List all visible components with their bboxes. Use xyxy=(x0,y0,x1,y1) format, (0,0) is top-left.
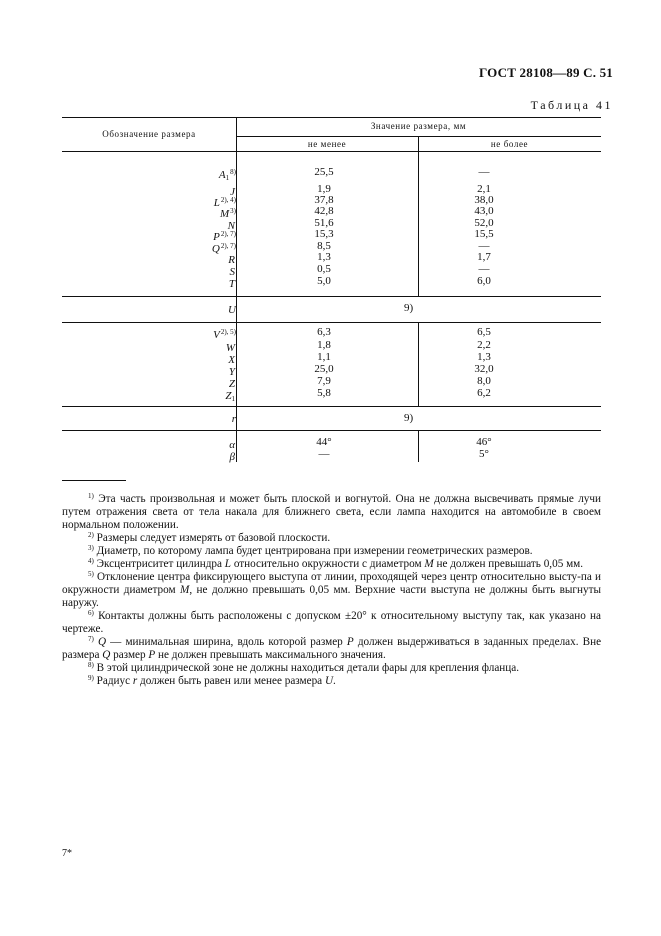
footnote-9: $^{9)}$ Радиус r должен быть равен или менее размера U. xyxy=(88,674,336,687)
row-max: 6,2 xyxy=(477,387,491,399)
row-name: R xyxy=(228,254,235,266)
row-max: 38,0 xyxy=(474,194,494,206)
footnote-6: $^{6)}$ Контакты должны быть расположены с допуском ±20° к относительному выступу так, как указано на чертеже. xyxy=(62,609,602,635)
footnote-rule xyxy=(62,480,126,481)
row-max: 8,0 xyxy=(477,375,491,387)
row-max: 5° xyxy=(479,448,489,460)
row-name: $L^{2), 4)}$ xyxy=(213,196,236,209)
row-name: $A_1^{8)}$ xyxy=(218,168,236,182)
row-max: 6,0 xyxy=(477,275,491,287)
row-min: 0,5 xyxy=(317,263,331,275)
row-min: 51,6 xyxy=(314,217,334,229)
row-name: β xyxy=(229,451,235,463)
table-row xyxy=(62,166,599,182)
row-name: X xyxy=(228,354,235,366)
table-row xyxy=(62,436,599,451)
column-header-max: не более xyxy=(490,139,529,149)
row-min: 1,3 xyxy=(317,251,331,263)
group-separator-1 xyxy=(62,296,601,297)
row-max: 1,3 xyxy=(477,351,491,363)
row-max: 43,0 xyxy=(474,205,494,217)
table-row xyxy=(62,251,599,266)
column-header-value: Значение размера, мм xyxy=(370,121,467,131)
footnote-3: $^{3)}$ Диаметр, по которому лампа будет центрирована при измерении геометрических размеров. xyxy=(88,544,533,557)
table-title: Таблица 41 xyxy=(530,98,613,112)
footnote-8: $^{8)}$ В этой цилиндрической зоне не должны находиться детали фары для крепления фланца. xyxy=(88,661,520,674)
group-separator-2 xyxy=(62,322,601,323)
span-row-name: r xyxy=(231,413,236,425)
footnote-5: $^{5)}$ Отклонение центра фиксирующего выступа от линии, проходящей через центр относительно высту-па и окружности диаметром M, не должно превышать 0,05 мм. Верхние части выступа не должны быть выгнуты наружу. xyxy=(62,570,602,609)
row-name: N xyxy=(227,220,235,232)
row-max: — xyxy=(478,166,490,178)
row-min: 42,8 xyxy=(314,205,334,217)
row-max: 46° xyxy=(476,436,492,448)
footnote-2: $^{2)}$ Размеры следует измерять от базовой плоскости. xyxy=(88,531,331,544)
row-max: 15,5 xyxy=(474,228,494,240)
row-name: T xyxy=(228,278,235,290)
table-row xyxy=(62,263,599,278)
group-separator-3 xyxy=(62,406,601,407)
row-min: 25,0 xyxy=(314,363,334,375)
table-row xyxy=(62,375,599,390)
row-min: 1,1 xyxy=(317,351,331,363)
row-max: 32,0 xyxy=(474,363,494,375)
table-row xyxy=(62,205,599,220)
table-row xyxy=(62,351,599,366)
footnote-1: $^{1)}$ Эта часть произвольная и может быть плоской и вогнутой. Она не должна высвечивать прямые лучи путем отражения света от тела накала для ближнего света, если лампа находится на автомобиле в своем нормальном положении. xyxy=(62,492,601,531)
span-row-note: 9) xyxy=(404,302,414,314)
table-row xyxy=(62,363,599,378)
row-name: $P^{2), 7)}$ xyxy=(213,230,236,243)
row-max: — xyxy=(478,263,490,275)
row-name: $Z_1$ xyxy=(225,390,235,403)
row-min: 15,3 xyxy=(314,228,334,240)
row-max: 52,0 xyxy=(474,217,494,229)
table-row xyxy=(62,339,599,354)
row-min: 7,9 xyxy=(317,375,331,387)
row-max: 1,7 xyxy=(477,251,491,263)
table-row xyxy=(62,275,599,290)
row-name: Y xyxy=(228,366,235,378)
row-min: 8,5 xyxy=(317,240,331,252)
row-name: $M^{3)}$ xyxy=(219,207,236,220)
table-row xyxy=(62,326,599,341)
group-separator-4 xyxy=(62,430,601,431)
row-name: $V^{2), 5)}$ xyxy=(213,328,236,341)
footnote-4: $^{4)}$ Эксцентриситет цилиндра L относительно окружности с диаметром M не должен превышать 0,05 мм. xyxy=(88,557,584,570)
row-name: S xyxy=(229,266,235,278)
row-max: 2,1 xyxy=(477,183,491,195)
row-name: α xyxy=(229,439,235,451)
span-row-note: 9) xyxy=(404,412,414,424)
table-row xyxy=(62,448,599,463)
row-min: 6,3 xyxy=(317,326,331,338)
table-row xyxy=(62,228,599,243)
footnote-7: $^{7)}$ Q — минимальная ширина, вдоль которой размер P должен выдерживаться в заданных пределах. Вне размера Q размер P не должен превышать максимального значения. xyxy=(62,635,602,661)
page-mark: 7* xyxy=(62,848,72,859)
row-name: $Q^{2), 7)}$ xyxy=(211,242,236,255)
row-min: 1,8 xyxy=(317,339,331,351)
row-min: 37,8 xyxy=(314,194,334,206)
row-min: 5,8 xyxy=(317,387,331,399)
table-top-border xyxy=(62,117,601,118)
row-min: 5,0 xyxy=(317,275,331,287)
row-min: 1,9 xyxy=(317,183,331,195)
row-name: J xyxy=(230,186,235,198)
table-row xyxy=(62,387,599,403)
row-min: 44° xyxy=(316,436,332,448)
page-header: ГОСТ 28108—89 С. 51 xyxy=(479,65,613,80)
row-min: 25,5 xyxy=(314,166,334,178)
row-max: — xyxy=(478,240,490,252)
row-max: 6,5 xyxy=(477,326,491,338)
row-name: Z xyxy=(228,378,235,390)
span-row-name: U xyxy=(228,304,236,316)
row-name: W xyxy=(225,342,235,354)
row-min: — xyxy=(318,448,330,460)
row-max: 2,2 xyxy=(477,339,491,351)
column-header-min: не менее xyxy=(307,139,347,149)
header-bottom-border xyxy=(62,151,601,152)
column-header-name: Обозначение размера xyxy=(102,129,196,139)
